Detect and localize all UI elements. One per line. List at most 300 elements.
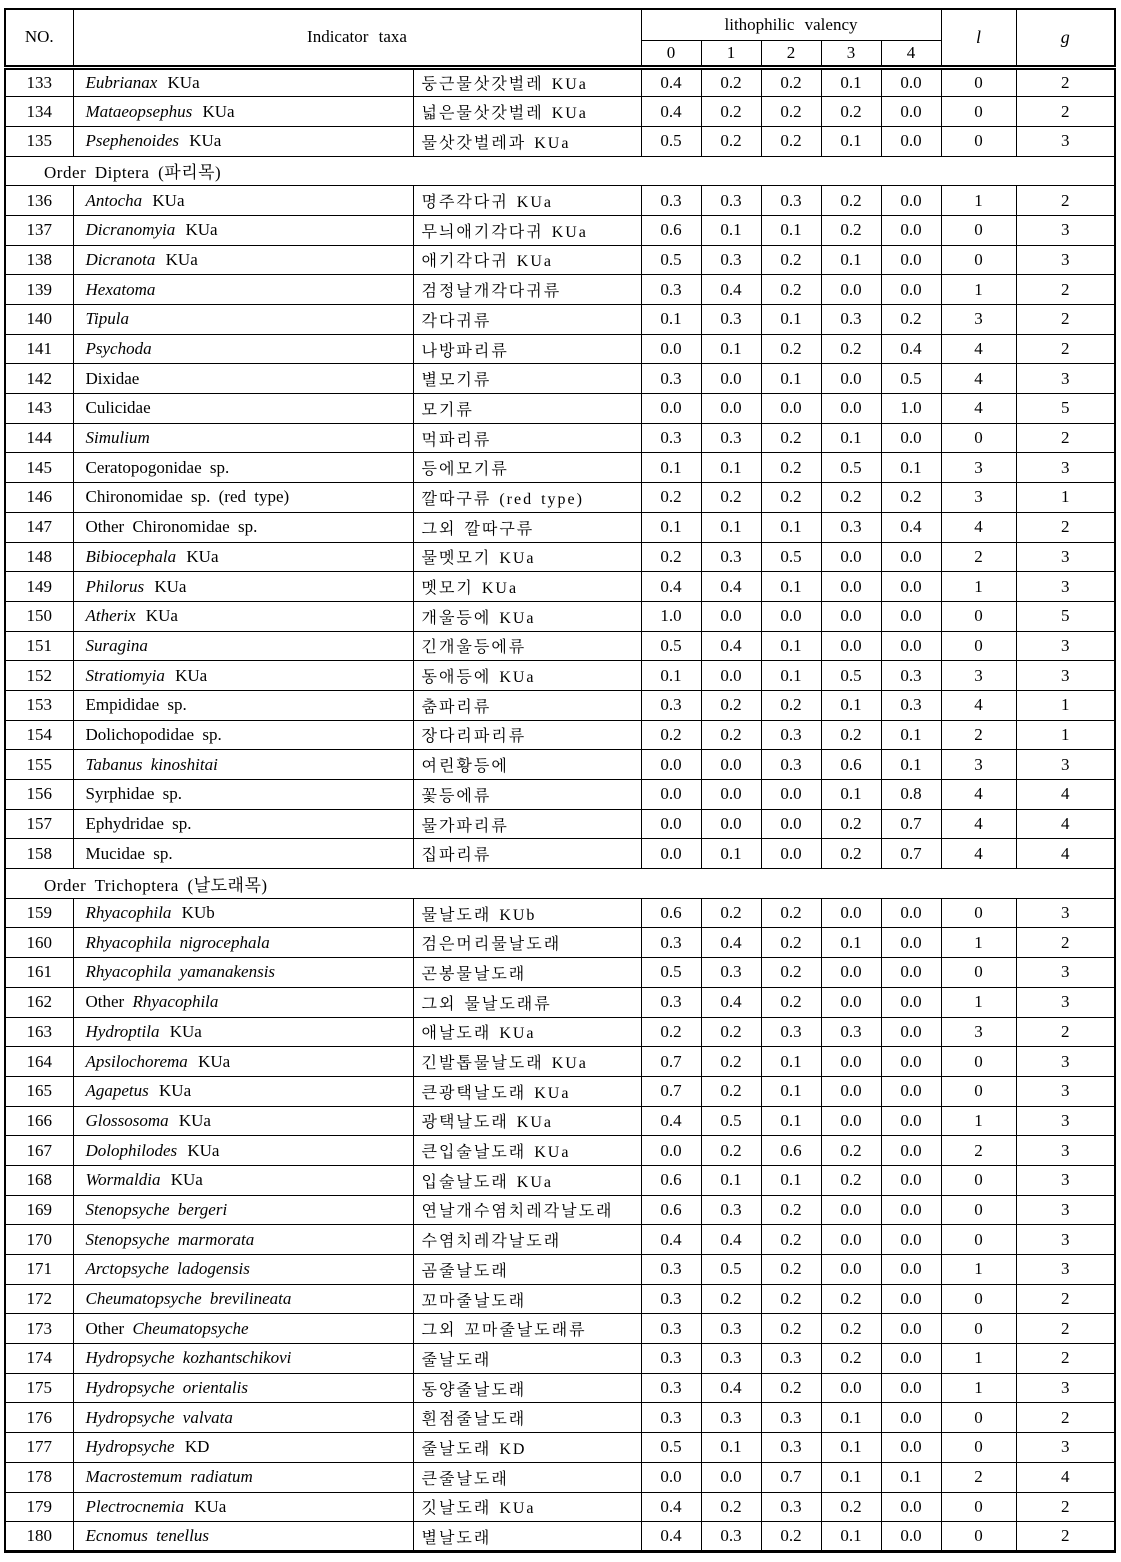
l-cell: 0	[941, 423, 1016, 453]
valency-3-cell: 0.3	[821, 1017, 881, 1047]
g-cell: 2	[1016, 1017, 1115, 1047]
valency-0-cell: 0.0	[641, 780, 701, 810]
valency-4-cell: 1.0	[881, 394, 941, 424]
l-cell: 0	[941, 1195, 1016, 1225]
latin-name-cell	[73, 661, 413, 691]
korean-name-cell: 꼬마줄날도래	[413, 1284, 641, 1314]
valency-3-cell: 0.0	[821, 572, 881, 602]
latin-name-cell	[73, 186, 413, 216]
table-row	[5, 186, 1115, 216]
latin-name-cell	[73, 1433, 413, 1463]
valency-1-cell: 0.3	[701, 1314, 761, 1344]
valency-2-cell: 0.2	[761, 1195, 821, 1225]
valency-2-cell: 0.2	[761, 334, 821, 364]
latin-name-italic: Stenopsyche marmorata	[85, 1229, 255, 1249]
valency-3-cell: 0.2	[821, 839, 881, 869]
latin-name-italic: Rhyacophila yamanakensis	[85, 962, 276, 982]
valency-3-cell: 0.2	[821, 1165, 881, 1195]
section-row	[5, 156, 1115, 186]
no-cell: 151	[5, 631, 73, 661]
latin-name-roman: KUb	[173, 903, 215, 923]
col-header-g: g	[1016, 9, 1115, 67]
latin-name-cell	[73, 453, 413, 483]
valency-3-cell: 0.0	[821, 1047, 881, 1077]
table-row	[5, 334, 1115, 364]
valency-1-cell: 0.1	[701, 1433, 761, 1463]
g-cell: 3	[1016, 1136, 1115, 1166]
korean-name-cell: 물삿갓벌레과 KUa	[413, 126, 641, 156]
valency-1-cell: 0.3	[701, 958, 761, 988]
latin-name-italic: Philorus	[85, 576, 145, 596]
valency-1-cell: 0.2	[701, 97, 761, 127]
valency-2-cell: 0.1	[761, 661, 821, 691]
l-cell: 0	[941, 1076, 1016, 1106]
korean-name-cell: 큰줄날도래	[413, 1462, 641, 1492]
latin-name-cell	[73, 1076, 413, 1106]
valency-2-cell: 0.0	[761, 780, 821, 810]
korean-name-cell: 그외 꼬마줄날도래류	[413, 1314, 641, 1344]
valency-4-cell: 0.0	[881, 67, 941, 97]
col-header-indicator-taxa: Indicator taxa	[73, 9, 641, 67]
latin-name-cell	[73, 690, 413, 720]
g-cell: 2	[1016, 928, 1115, 958]
valency-4-cell: 0.1	[881, 1462, 941, 1492]
latin-name-italic: Bibiocephala	[85, 546, 177, 566]
l-cell: 1	[941, 186, 1016, 216]
valency-0-cell: 0.2	[641, 483, 701, 513]
latin-name-italic: Hydropsyche	[85, 1437, 175, 1457]
g-cell: 2	[1016, 1403, 1115, 1433]
no-cell: 134	[5, 97, 73, 127]
table-row	[5, 898, 1115, 928]
valency-2-cell: 0.3	[761, 1344, 821, 1374]
no-cell: 175	[5, 1373, 73, 1403]
table-row	[5, 1462, 1115, 1492]
g-cell: 3	[1016, 1195, 1115, 1225]
g-cell: 2	[1016, 275, 1115, 305]
valency-4-cell: 0.0	[881, 1344, 941, 1374]
latin-name-cell	[73, 928, 413, 958]
korean-name-cell: 넓은물삿갓벌레 KUa	[413, 97, 641, 127]
col-header-valency-2: 2	[761, 40, 821, 67]
valency-2-cell: 0.1	[761, 572, 821, 602]
no-cell: 174	[5, 1344, 73, 1374]
valency-4-cell: 0.0	[881, 1017, 941, 1047]
valency-1-cell: 0.2	[701, 126, 761, 156]
valency-4-cell: 0.0	[881, 1195, 941, 1225]
valency-0-cell: 0.3	[641, 690, 701, 720]
no-cell: 145	[5, 453, 73, 483]
l-cell: 4	[941, 512, 1016, 542]
l-cell: 1	[941, 275, 1016, 305]
valency-1-cell: 0.2	[701, 1492, 761, 1522]
table-row	[5, 67, 1115, 97]
valency-1-cell: 0.4	[701, 987, 761, 1017]
l-cell: 4	[941, 690, 1016, 720]
g-cell: 3	[1016, 572, 1115, 602]
valency-2-cell: 0.2	[761, 987, 821, 1017]
latin-name-italic: Plectrocnemia	[85, 1496, 184, 1516]
table-row	[5, 720, 1115, 750]
latin-name-cell	[73, 215, 413, 245]
korean-name-cell: 광택날도래 KUa	[413, 1106, 641, 1136]
valency-0-cell: 0.3	[641, 186, 701, 216]
table-row	[5, 572, 1115, 602]
latin-name-cell	[73, 542, 413, 572]
valency-1-cell: 0.2	[701, 1076, 761, 1106]
g-cell: 4	[1016, 809, 1115, 839]
l-cell: 3	[941, 1017, 1016, 1047]
l-cell: 3	[941, 750, 1016, 780]
latin-name-cell	[73, 780, 413, 810]
valency-4-cell: 0.0	[881, 275, 941, 305]
g-cell: 5	[1016, 601, 1115, 631]
valency-4-cell: 0.0	[881, 126, 941, 156]
valency-2-cell: 0.0	[761, 601, 821, 631]
valency-3-cell: 0.2	[821, 1314, 881, 1344]
valency-2-cell: 0.3	[761, 720, 821, 750]
latin-name-cell	[73, 1344, 413, 1374]
g-cell: 3	[1016, 215, 1115, 245]
valency-1-cell: 0.1	[701, 453, 761, 483]
latin-name-cell	[73, 394, 413, 424]
valency-1-cell: 0.0	[701, 661, 761, 691]
latin-name-cell	[73, 1165, 413, 1195]
valency-4-cell: 0.0	[881, 245, 941, 275]
latin-name-italic: Apsilochorema	[85, 1051, 188, 1071]
table-row	[5, 1136, 1115, 1166]
valency-2-cell: 0.7	[761, 1462, 821, 1492]
l-cell: 2	[941, 720, 1016, 750]
latin-name-cell	[73, 305, 413, 335]
latin-name-italic: Dicranota	[85, 249, 156, 269]
valency-0-cell: 0.0	[641, 1462, 701, 1492]
table-row	[5, 1522, 1115, 1552]
valency-4-cell: 0.0	[881, 1076, 941, 1106]
korean-name-cell: 별모기류	[413, 364, 641, 394]
latin-name-cell	[73, 512, 413, 542]
g-cell: 2	[1016, 1522, 1115, 1552]
col-header-valency-3: 3	[821, 40, 881, 67]
no-cell: 177	[5, 1433, 73, 1463]
table-row	[5, 1433, 1115, 1463]
g-cell: 3	[1016, 245, 1115, 275]
korean-name-cell: 장다리파리류	[413, 720, 641, 750]
l-cell: 0	[941, 1165, 1016, 1195]
valency-0-cell: 0.6	[641, 215, 701, 245]
latin-name-cell	[73, 720, 413, 750]
g-cell: 3	[1016, 750, 1115, 780]
l-cell: 0	[941, 67, 1016, 97]
valency-2-cell: 0.2	[761, 1522, 821, 1552]
valency-2-cell: 0.3	[761, 1492, 821, 1522]
latin-name-cell	[73, 1373, 413, 1403]
no-cell: 162	[5, 987, 73, 1017]
valency-0-cell: 0.1	[641, 453, 701, 483]
table-row	[5, 1047, 1115, 1077]
no-cell: 158	[5, 839, 73, 869]
l-cell: 4	[941, 780, 1016, 810]
latin-name-cell	[73, 1047, 413, 1077]
l-cell: 4	[941, 334, 1016, 364]
latin-name-cell	[73, 1195, 413, 1225]
no-cell: 170	[5, 1225, 73, 1255]
latin-name-cell	[73, 987, 413, 1017]
latin-name-italic: Hexatoma	[85, 279, 156, 299]
table-row	[5, 1165, 1115, 1195]
g-cell: 2	[1016, 334, 1115, 364]
latin-name-cell	[73, 245, 413, 275]
valency-2-cell: 0.5	[761, 542, 821, 572]
valency-1-cell: 0.1	[701, 512, 761, 542]
no-cell: 149	[5, 572, 73, 602]
latin-name-cell	[73, 1314, 413, 1344]
latin-name-italic: Mataeopsephus	[85, 101, 193, 121]
table-row	[5, 275, 1115, 305]
valency-4-cell: 0.0	[881, 1314, 941, 1344]
valency-3-cell: 0.0	[821, 275, 881, 305]
latin-name-cell	[73, 275, 413, 305]
col-header-no: NO.	[5, 9, 73, 67]
table-row	[5, 661, 1115, 691]
l-cell: 1	[941, 987, 1016, 1017]
l-cell: 0	[941, 601, 1016, 631]
latin-name-italic: Antocha	[85, 190, 143, 210]
valency-4-cell: 0.0	[881, 1136, 941, 1166]
g-cell: 3	[1016, 126, 1115, 156]
valency-2-cell: 0.2	[761, 1255, 821, 1285]
korean-name-cell: 수염치레각날도래	[413, 1225, 641, 1255]
valency-4-cell: 0.0	[881, 631, 941, 661]
no-cell: 168	[5, 1165, 73, 1195]
latin-name-roman: KUa	[144, 190, 185, 210]
valency-3-cell: 0.1	[821, 780, 881, 810]
l-cell: 1	[941, 1373, 1016, 1403]
valency-0-cell: 0.4	[641, 67, 701, 97]
l-cell: 3	[941, 661, 1016, 691]
g-cell: 2	[1016, 423, 1115, 453]
valency-4-cell: 0.0	[881, 1492, 941, 1522]
valency-0-cell: 0.3	[641, 1403, 701, 1433]
l-cell: 0	[941, 1284, 1016, 1314]
valency-4-cell: 0.7	[881, 839, 941, 869]
section-row	[5, 869, 1115, 899]
valency-2-cell: 0.3	[761, 186, 821, 216]
no-cell: 172	[5, 1284, 73, 1314]
no-cell: 139	[5, 275, 73, 305]
valency-2-cell: 0.1	[761, 1165, 821, 1195]
latin-name-cell	[73, 1225, 413, 1255]
latin-name-cell	[73, 67, 413, 97]
g-cell: 3	[1016, 1433, 1115, 1463]
g-cell: 2	[1016, 1284, 1115, 1314]
valency-4-cell: 0.4	[881, 512, 941, 542]
valency-0-cell: 1.0	[641, 601, 701, 631]
l-cell: 0	[941, 1522, 1016, 1552]
latin-name-roman: KUa	[166, 665, 208, 685]
latin-name-roman: Culicidae	[85, 398, 151, 418]
latin-name-cell	[73, 483, 413, 513]
valency-1-cell: 0.4	[701, 275, 761, 305]
korean-name-cell: 집파리류	[413, 839, 641, 869]
l-cell: 0	[941, 1492, 1016, 1522]
valency-2-cell: 0.1	[761, 512, 821, 542]
latin-name-roman: KUa	[178, 546, 219, 566]
section-label: Order Trichoptera (날도래목)	[5, 869, 1115, 899]
valency-2-cell: 0.1	[761, 1047, 821, 1077]
valency-0-cell: 0.2	[641, 720, 701, 750]
valency-0-cell: 0.3	[641, 1344, 701, 1374]
l-cell: 1	[941, 1106, 1016, 1136]
valency-0-cell: 0.3	[641, 1255, 701, 1285]
valency-3-cell: 0.1	[821, 1403, 881, 1433]
latin-name-roman: KUa	[159, 72, 200, 92]
latin-name-cell	[73, 809, 413, 839]
valency-4-cell: 0.0	[881, 898, 941, 928]
latin-name-roman: Dixidae	[85, 368, 140, 388]
no-cell: 159	[5, 898, 73, 928]
g-cell: 3	[1016, 453, 1115, 483]
valency-3-cell: 0.5	[821, 661, 881, 691]
korean-name-cell: 그외 물날도래류	[413, 987, 641, 1017]
table-row	[5, 1373, 1115, 1403]
table-row	[5, 958, 1115, 988]
latin-name-cell	[73, 97, 413, 127]
g-cell: 2	[1016, 512, 1115, 542]
valency-4-cell: 0.2	[881, 483, 941, 513]
korean-name-cell: 줄날도래	[413, 1344, 641, 1374]
latin-name-roman: KUa	[179, 1140, 220, 1160]
korean-name-cell: 둥근물삿갓벌레 KUa	[413, 67, 641, 97]
table-row	[5, 512, 1115, 542]
table-row	[5, 690, 1115, 720]
valency-3-cell: 0.0	[821, 1195, 881, 1225]
valency-0-cell: 0.1	[641, 661, 701, 691]
table-row	[5, 453, 1115, 483]
no-cell: 144	[5, 423, 73, 453]
valency-3-cell: 0.0	[821, 1225, 881, 1255]
latin-name-cell	[73, 423, 413, 453]
l-cell: 2	[941, 1136, 1016, 1166]
korean-name-cell: 동양줄날도래	[413, 1373, 641, 1403]
l-cell: 0	[941, 1225, 1016, 1255]
valency-3-cell: 0.1	[821, 126, 881, 156]
table-row	[5, 1403, 1115, 1433]
valency-0-cell: 0.7	[641, 1076, 701, 1106]
valency-3-cell: 0.1	[821, 423, 881, 453]
l-cell: 4	[941, 839, 1016, 869]
latin-name-roman: Ceratopogonidae sp.	[85, 457, 230, 477]
latin-name-italic: Ecnomus tenellus	[85, 1526, 209, 1546]
table-row	[5, 423, 1115, 453]
latin-name-roman: Other Chironomidae sp.	[85, 517, 258, 537]
latin-name-italic: Arctopsyche ladogensis	[85, 1259, 250, 1279]
l-cell: 1	[941, 1344, 1016, 1374]
g-cell: 1	[1016, 690, 1115, 720]
no-cell: 171	[5, 1255, 73, 1285]
latin-name-roman: KUa	[170, 1110, 211, 1130]
latin-name-cell	[73, 1284, 413, 1314]
latin-name-roman: Mucidae sp.	[85, 843, 173, 863]
valency-2-cell: 0.2	[761, 1373, 821, 1403]
latin-name-italic: Hydroptila	[85, 1021, 160, 1041]
col-header-valency-1: 1	[701, 40, 761, 67]
l-cell: 4	[941, 364, 1016, 394]
valency-4-cell: 0.1	[881, 453, 941, 483]
latin-name-roman: Chironomidae sp. (red type)	[85, 487, 290, 507]
l-cell: 0	[941, 245, 1016, 275]
latin-name-italic: Rhyacophila	[132, 992, 219, 1012]
latin-name-italic: Atherix	[85, 606, 136, 626]
valency-1-cell: 0.3	[701, 245, 761, 275]
valency-2-cell: 0.2	[761, 1284, 821, 1314]
no-cell: 166	[5, 1106, 73, 1136]
latin-name-italic: Psychoda	[85, 339, 152, 359]
valency-1-cell: 0.4	[701, 572, 761, 602]
l-cell: 2	[941, 1462, 1016, 1492]
g-cell: 3	[1016, 1047, 1115, 1077]
table-body	[5, 67, 1115, 1551]
korean-name-cell: 애날도래 KUa	[413, 1017, 641, 1047]
l-cell: 0	[941, 898, 1016, 928]
valency-3-cell: 0.1	[821, 67, 881, 97]
valency-2-cell: 0.2	[761, 97, 821, 127]
valency-3-cell: 0.6	[821, 750, 881, 780]
latin-name-cell	[73, 1106, 413, 1136]
latin-name-cell	[73, 1492, 413, 1522]
no-cell: 135	[5, 126, 73, 156]
valency-3-cell: 0.2	[821, 483, 881, 513]
valency-2-cell: 0.6	[761, 1136, 821, 1166]
l-cell: 0	[941, 1433, 1016, 1463]
latin-name-cell	[73, 1255, 413, 1285]
no-cell: 152	[5, 661, 73, 691]
latin-name-italic: Hydropsyche kozhantschikovi	[85, 1348, 292, 1368]
no-cell: 148	[5, 542, 73, 572]
latin-name-italic: Dicranomyia	[85, 220, 176, 240]
valency-4-cell: 0.0	[881, 1522, 941, 1552]
korean-name-cell: 큰광택날도래 KUa	[413, 1076, 641, 1106]
valency-3-cell: 0.2	[821, 186, 881, 216]
valency-3-cell: 0.2	[821, 1136, 881, 1166]
g-cell: 5	[1016, 394, 1115, 424]
latin-name-italic: Stenopsyche bergeri	[85, 1199, 228, 1219]
table-row	[5, 928, 1115, 958]
latin-name-italic: Wormaldia	[85, 1170, 161, 1190]
valency-1-cell: 0.1	[701, 839, 761, 869]
valency-2-cell: 0.2	[761, 1314, 821, 1344]
valency-1-cell: 0.2	[701, 720, 761, 750]
table-row	[5, 305, 1115, 335]
korean-name-cell: 물날도래 KUb	[413, 898, 641, 928]
table-row	[5, 215, 1115, 245]
g-cell: 3	[1016, 1165, 1115, 1195]
latin-name-cell	[73, 958, 413, 988]
valency-3-cell: 0.1	[821, 1522, 881, 1552]
no-cell: 146	[5, 483, 73, 513]
korean-name-cell: 그외 깔따구류	[413, 512, 641, 542]
valency-2-cell: 0.2	[761, 423, 821, 453]
korean-name-cell: 큰입술날도래 KUa	[413, 1136, 641, 1166]
valency-1-cell: 0.3	[701, 186, 761, 216]
no-cell: 173	[5, 1314, 73, 1344]
no-cell: 160	[5, 928, 73, 958]
korean-name-cell: 곰줄날도래	[413, 1255, 641, 1285]
valency-0-cell: 0.0	[641, 334, 701, 364]
g-cell: 1	[1016, 483, 1115, 513]
valency-0-cell: 0.5	[641, 1433, 701, 1463]
latin-name-roman: Syrphidae sp.	[85, 784, 183, 804]
